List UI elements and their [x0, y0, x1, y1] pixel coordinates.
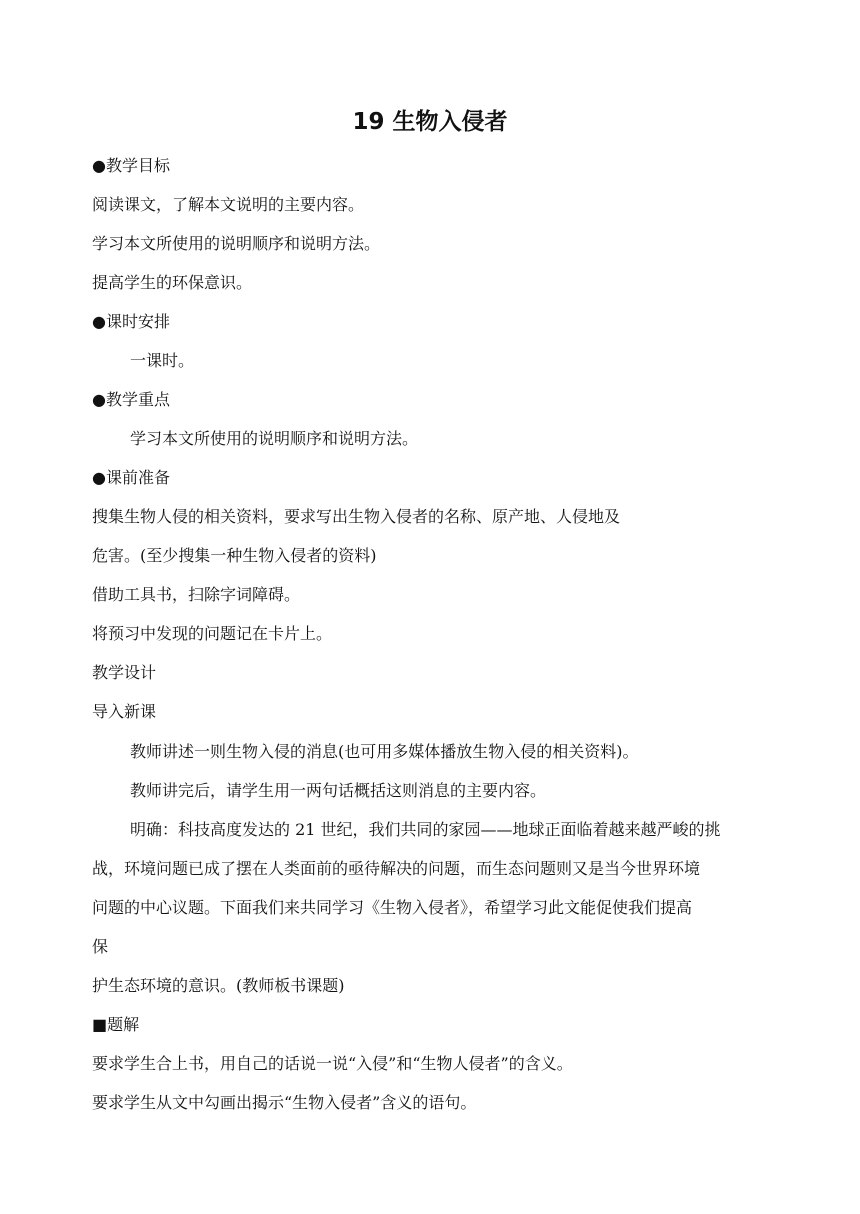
- paragraph: 将预习中发现的问题记在卡片上。: [92, 624, 333, 643]
- section-heading-key-points: ●教学重点: [92, 390, 170, 409]
- paragraph: 教师讲完后，请学生用一两句话概括这则消息的主要内容。: [130, 781, 547, 800]
- section-heading-topic: ■题解: [92, 1015, 140, 1034]
- section-heading-teaching-goals: ●教学目标: [92, 156, 170, 175]
- paragraph: 问题的中心议题。下面我们来共同学习《生物入侵者》，希望学习此文能促使我们提高: [92, 898, 693, 917]
- section-heading-intro: 导入新课: [92, 702, 157, 721]
- paragraph: 危害。(至少搜集一种生物入侵者的资料): [92, 546, 377, 565]
- paragraph: 明确：科技高度发达的 21 世纪，我们共同的家园——地球正面临着越来越严峻的挑: [130, 820, 721, 839]
- paragraph: 要求学生合上书，用自己的话说一说“入侵”和“生物人侵者”的含义。: [92, 1054, 573, 1073]
- paragraph: 提高学生的环保意识。: [92, 273, 253, 292]
- section-heading-preparation: ●课前准备: [92, 468, 170, 487]
- paragraph: 阅读课文，了解本文说明的主要内容。: [92, 195, 365, 214]
- paragraph: 保: [92, 937, 109, 956]
- paragraph: 一课时。: [130, 351, 195, 370]
- paragraph: 护生态环境的意识。(教师板书课题): [92, 976, 345, 995]
- paragraph: 学习本文所使用的说明顺序和说明方法。: [130, 429, 419, 448]
- paragraph: 搜集生物人侵的相关资料，要求写出生物入侵者的名称、原产地、人侵地及: [92, 507, 621, 526]
- paragraph: 要求学生从文中勾画出揭示“生物入侵者”含义的语句。: [92, 1093, 477, 1112]
- paragraph: 借助工具书，扫除字词障碍。: [92, 585, 301, 604]
- section-heading-design: 教学设计: [92, 663, 157, 682]
- paragraph: 学习本文所使用的说明顺序和说明方法。: [92, 234, 381, 253]
- paragraph: 战，环境问题已成了摆在人类面前的亟待解决的问题，而生态问题则又是当今世界环境: [92, 859, 701, 878]
- section-heading-schedule: ●课时安排: [92, 312, 170, 331]
- document-title: 19 生物入侵者: [352, 109, 508, 135]
- paragraph: 教师讲述一则生物入侵的消息(也可用多媒体播放生物入侵的相关资料)。: [130, 742, 639, 761]
